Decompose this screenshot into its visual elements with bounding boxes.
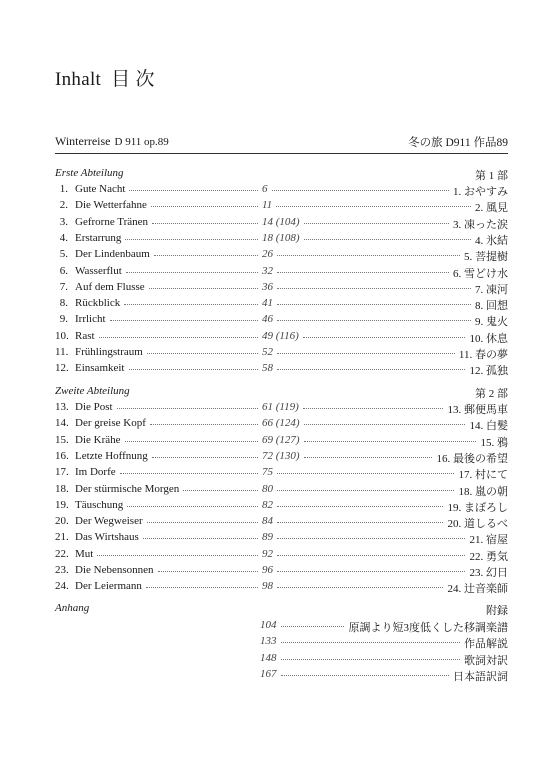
toc-row	[55, 265, 508, 281]
dot-leader	[143, 538, 258, 539]
work-title-german: Winterreise	[55, 134, 111, 148]
song-title-japanese: 7. 凍河	[475, 283, 508, 296]
dot-leader	[277, 555, 465, 556]
dot-leader	[303, 337, 465, 338]
dot-leader	[303, 408, 443, 409]
toc-row	[55, 548, 508, 564]
song-title-japanese: 13. 郵便馬車	[447, 404, 508, 416]
toc-row	[55, 232, 508, 248]
dot-leader	[277, 353, 455, 354]
dot-leader	[272, 190, 449, 191]
song-title-japanese: 2. 風見	[475, 202, 508, 215]
dot-leader	[277, 255, 460, 256]
toc-row	[55, 531, 508, 547]
toc-row	[55, 297, 508, 313]
song-title-german: Der stürmische Morgen	[75, 482, 180, 495]
dot-leader	[147, 522, 258, 523]
page-number: 104	[260, 619, 277, 631]
song-title-german: Wasserflut	[75, 264, 122, 277]
song-number: 13.	[55, 401, 69, 413]
song-title-japanese: 20. 道しるべ	[447, 518, 508, 531]
song-title-german: Gefrorne Tränen	[75, 215, 149, 228]
dot-leader	[150, 424, 258, 425]
song-title-japanese: 8. 回想	[475, 300, 508, 313]
song-title-german: Die Wetterfahne	[75, 199, 147, 212]
toc-row	[55, 466, 508, 482]
toc-row	[55, 199, 508, 215]
dot-leader	[97, 555, 258, 556]
dot-leader	[129, 369, 258, 370]
page-number: 6	[262, 183, 268, 195]
dot-leader	[277, 304, 471, 305]
part2-title-japanese: 第 2 部	[475, 388, 508, 400]
song-title-german: Die Krähe	[75, 433, 121, 446]
dot-leader	[277, 587, 443, 588]
appendix-item-japanese: 作品解説	[464, 638, 508, 651]
dot-leader	[277, 522, 443, 523]
toc-row	[55, 183, 508, 199]
page-number: 89	[262, 531, 273, 544]
dot-leader	[277, 506, 443, 507]
song-title-german: Letzte Hoffnung	[75, 449, 148, 462]
song-number: 4.	[59, 231, 68, 244]
page-number: 18 (108)	[262, 231, 300, 244]
dot-leader	[129, 190, 258, 191]
song-number: 8.	[59, 297, 68, 310]
toc-row	[55, 346, 508, 362]
dot-leader	[281, 626, 344, 627]
page-number: 14 (104)	[262, 215, 300, 228]
dot-leader	[277, 320, 471, 321]
page-number: 69 (127)	[262, 433, 300, 446]
dot-leader	[276, 206, 471, 207]
song-title-german: Täuschung	[75, 498, 124, 511]
song-title-japanese: 4. 氷結	[475, 234, 508, 247]
page-title	[55, 64, 155, 91]
song-number: 3.	[59, 215, 68, 228]
song-number: 21.	[55, 531, 69, 544]
song-title-japanese: 18. 嵐の朝	[458, 485, 508, 498]
work-title-japanese: 冬の旅	[408, 137, 443, 149]
title-japanese: 目 次	[111, 69, 155, 90]
page-number: 26	[262, 248, 273, 261]
page-number: 52	[262, 346, 273, 358]
work-heading	[55, 134, 508, 150]
song-title-japanese: 16. 最後の希望	[436, 452, 508, 465]
page-number: 49 (116)	[262, 329, 299, 342]
song-title-german: Mut	[75, 547, 94, 560]
song-number: 11.	[55, 346, 69, 358]
title-german: Inhalt	[55, 69, 102, 90]
toc-row	[55, 313, 508, 329]
song-number: 12.	[55, 362, 69, 375]
page-number: 167	[260, 667, 277, 680]
song-title-japanese: 14. 白髪	[469, 420, 508, 433]
part2-title-german: Zweite Abteilung	[55, 385, 130, 397]
toc-row	[55, 417, 508, 433]
toc-row	[55, 450, 508, 466]
dot-leader	[126, 272, 258, 273]
page-number: 66 (124)	[262, 417, 300, 430]
song-number: 22.	[55, 547, 69, 560]
part1-title-japanese: 第 1 部	[475, 170, 508, 182]
appendix-item-japanese: 原調より短3度低くした移調楽譜	[348, 622, 508, 634]
appendix-item-japanese: 日本語訳詞	[453, 670, 508, 683]
page-number: 58	[262, 362, 273, 375]
page-number: 84	[262, 515, 273, 528]
toc-row	[55, 515, 508, 531]
song-title-german: Die Post	[75, 401, 113, 413]
song-title-japanese: 23. 幻日	[469, 567, 508, 579]
song-number: 2.	[59, 199, 68, 212]
page-number: 36	[262, 280, 273, 293]
dot-leader	[149, 288, 258, 289]
dot-leader	[277, 288, 471, 289]
dot-leader	[277, 272, 449, 273]
dot-leader	[147, 353, 258, 354]
toc-row	[55, 564, 508, 580]
song-title-german: Rast	[75, 329, 95, 342]
song-title-japanese: 10. 休息	[469, 332, 508, 345]
song-title-german: Einsamkeit	[75, 362, 125, 375]
toc-row	[55, 248, 508, 264]
part1-title-german: Erste Abteilung	[55, 167, 124, 179]
page-number: 75	[262, 466, 273, 479]
song-title-japanese: 9. 鬼火	[475, 316, 508, 329]
toc-row	[55, 401, 508, 417]
song-number: 19.	[55, 498, 69, 511]
toc-row	[55, 216, 508, 232]
song-title-german: Der greise Kopf	[75, 417, 146, 430]
dot-leader	[277, 369, 465, 370]
dot-leader	[124, 304, 258, 305]
song-number: 7.	[59, 280, 68, 293]
song-number: 15.	[55, 433, 69, 446]
part2-heading	[55, 385, 508, 400]
song-title-german: Die Nebensonnen	[75, 564, 154, 576]
dot-leader	[120, 473, 258, 474]
song-title-german: Auf dem Flusse	[75, 280, 145, 293]
song-title-german: Irrlicht	[75, 313, 106, 326]
dot-leader	[110, 320, 258, 321]
toc-row	[55, 330, 508, 346]
page-number: 41	[262, 297, 273, 310]
dot-leader	[117, 408, 258, 409]
dot-leader	[127, 506, 258, 507]
part1-heading	[55, 167, 508, 182]
song-title-japanese: 6. 雪どけ水	[453, 267, 508, 280]
song-number: 24.	[55, 580, 69, 593]
song-title-german: Der Leiermann	[75, 580, 142, 593]
song-title-japanese: 11. 春の夢	[458, 349, 508, 361]
dot-leader	[277, 490, 454, 491]
work-catalog-german: D 911 op.89	[114, 136, 169, 148]
song-number: 9.	[59, 313, 68, 326]
song-title-japanese: 3. 凍った涙	[453, 218, 508, 231]
dot-leader	[151, 206, 258, 207]
dot-leader	[281, 675, 449, 676]
song-title-german: Rückblick	[75, 297, 121, 310]
dot-leader	[152, 223, 258, 224]
song-title-german: Erstarrung	[75, 231, 122, 244]
dot-leader	[281, 659, 460, 660]
dot-leader	[154, 255, 258, 256]
song-number: 10.	[55, 329, 69, 342]
song-title-german: Der Wegweiser	[75, 515, 143, 528]
page-number: 11	[262, 199, 273, 212]
song-title-japanese: 19. まぼろし	[447, 501, 508, 514]
song-number: 20.	[55, 515, 69, 528]
song-number: 23.	[55, 564, 69, 576]
page-number: 148	[260, 651, 277, 664]
appendix-item-japanese: 歌詞対訳	[464, 654, 508, 667]
song-title-japanese: 5. 菩提樹	[464, 251, 508, 264]
appendix-title-german: Anhang	[55, 602, 90, 614]
song-title-japanese: 24. 辻音楽師	[447, 583, 508, 596]
toc-row	[55, 434, 508, 450]
heading-divider	[55, 153, 508, 154]
page-number: 46	[262, 313, 273, 326]
dot-leader	[146, 587, 258, 588]
appendix-heading	[55, 602, 508, 617]
dot-leader	[304, 223, 449, 224]
dot-leader	[277, 538, 465, 539]
song-number: 17.	[55, 466, 69, 479]
song-title-german: Im Dorfe	[75, 466, 116, 479]
dot-leader	[304, 239, 471, 240]
appendix-row	[55, 619, 508, 635]
song-title-japanese: 1. おやすみ	[453, 186, 508, 198]
appendix-row	[55, 635, 508, 651]
dot-leader	[99, 337, 258, 338]
song-title-german: Gute Nacht	[75, 183, 126, 195]
page-number: 72 (130)	[262, 449, 300, 462]
page-number: 61 (119)	[262, 401, 299, 413]
song-title-german: Der Lindenbaum	[75, 248, 150, 261]
toc-row	[55, 483, 508, 499]
dot-leader	[158, 571, 258, 572]
song-title-japanese: 21. 宿屋	[469, 534, 508, 547]
appendix-title-japanese: 附録	[486, 605, 508, 617]
dot-leader	[152, 457, 258, 458]
dot-leader	[304, 441, 476, 442]
song-number: 18.	[55, 482, 69, 495]
song-title-japanese: 12. 孤独	[469, 365, 508, 378]
song-title-japanese: 15. 鴉	[480, 436, 508, 449]
dot-leader	[304, 424, 465, 425]
song-title-german: Frühlingstraum	[75, 346, 143, 358]
dot-leader	[277, 473, 454, 474]
song-number: 5.	[59, 248, 68, 261]
page-number: 32	[262, 264, 273, 277]
song-title-german: Das Wirtshaus	[75, 531, 139, 544]
dot-leader	[125, 239, 258, 240]
page-number: 98	[262, 580, 273, 593]
page-number: 133	[260, 635, 277, 648]
song-title-japanese: 22. 勇気	[469, 550, 508, 563]
page-number: 92	[262, 547, 273, 560]
appendix-row	[55, 668, 508, 684]
dot-leader	[183, 490, 258, 491]
appendix-row	[55, 652, 508, 668]
toc-row	[55, 281, 508, 297]
song-title-japanese: 17. 村にて	[458, 469, 508, 482]
toc-row	[55, 362, 508, 378]
toc-row	[55, 499, 508, 515]
dot-leader	[125, 441, 258, 442]
work-catalog-japanese: D911 作品89	[445, 137, 508, 149]
toc-row	[55, 580, 508, 596]
page-number: 80	[262, 482, 273, 495]
song-number: 16.	[55, 449, 69, 462]
song-number: 1.	[59, 183, 68, 195]
song-number: 6.	[59, 264, 68, 277]
song-number: 14.	[55, 417, 69, 430]
dot-leader	[304, 457, 432, 458]
page-number: 96	[262, 564, 273, 576]
page-number: 82	[262, 498, 273, 511]
dot-leader	[281, 642, 460, 643]
dot-leader	[277, 571, 465, 572]
